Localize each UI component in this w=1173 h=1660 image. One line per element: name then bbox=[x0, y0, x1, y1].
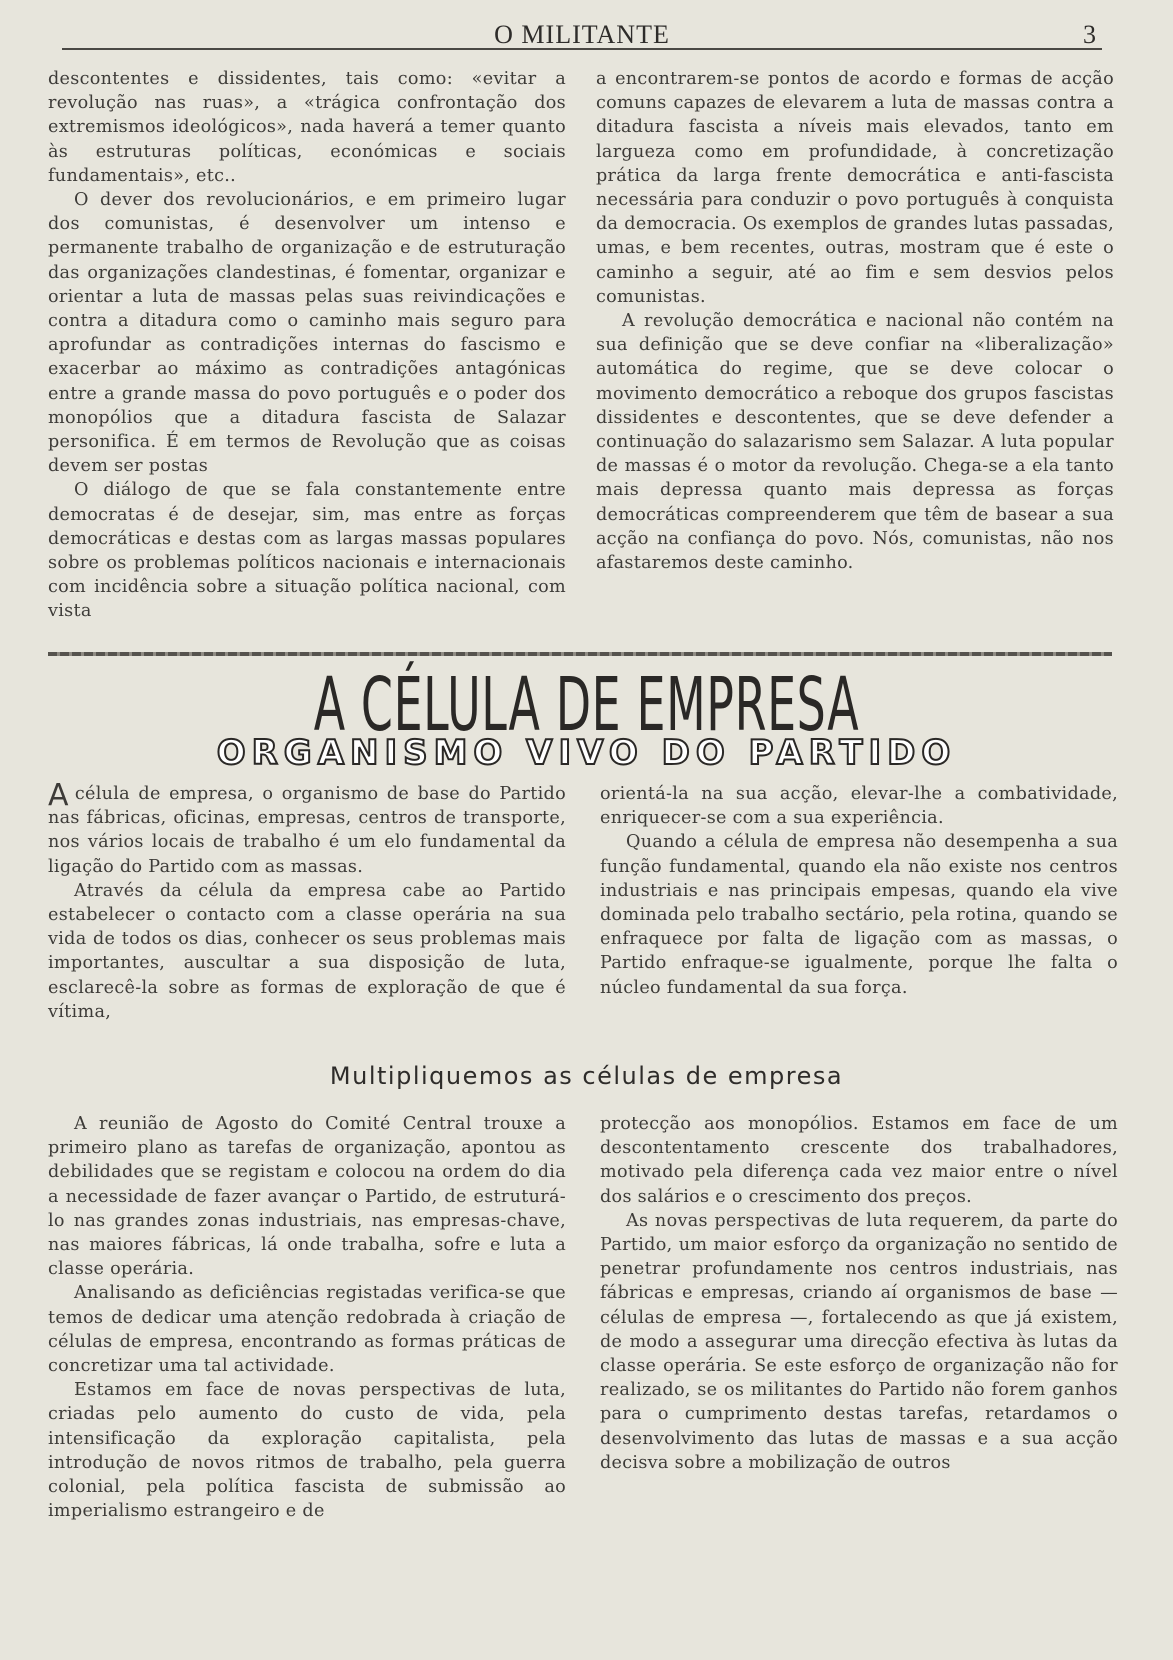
section-left-column bbox=[48, 1112, 566, 1523]
paragraph: a encontrarem-se pontos de acordo e formas de acção comuns capazes de elevarem a luta de massas contra a ditadura fascista a níveis mais elevados, tanto em largueza como em profundidade, à concretização prática da larga frente democrática e anti-fascista necessária para conduzir o povo português à conquista da democracia. Os exemplos de grandes lutas passadas, umas, e bem recentes, outras, mostram que é este o caminho a seguir, até ao fim e sem desvios pelos comunistas. bbox=[596, 69, 1114, 307]
paragraph: Quando a célula de empresa não desempenha a sua função fundamental, quando ela não existe nos centros industriais e nas principais empesas, quando ela vive dominada pelo trabalho sectário, pela rotina, quando se enfraquece por falta de ligação com as massas, o Partido enfraque-se igualmente, porque lhe falta o núcleo fundamental da sua força. bbox=[600, 832, 1118, 998]
paragraph: protecção aos monopólios. Estamos em face de um descontentamento crescente dos trabalhadores, motivado pela diferença cada vez maior entre o nível dos salários e o crescimento dos preços. bbox=[600, 1114, 1118, 1207]
paragraph: O diálogo de que se fala constantemente entre democratas é de desejar, sim, mas entre as forças democráticas e destas com as largas massas populares sobre os problemas políticos nacionais e internacionais com incidência sobre a situação política nacional, com vista bbox=[48, 480, 566, 622]
drop-cap: A bbox=[48, 778, 69, 813]
paragraph: A reunião de Agosto do Comité Central trouxe a primeiro plano as tarefas de organização, apontou as debilidades que se registam e colocou na ordem do dia a necessidade de fazer avançar o Partido, de estruturá-lo nas grandes zonas industriais, nas empresas-chave, nas maiores fábricas, lá onde trabalha, sofre e luta a classe operária. bbox=[48, 1114, 566, 1280]
paragraph: A revolução democrática e nacional não contém na sua definição que se deve confiar na «liberalização» automática do regime, que se deve colocar o movimento democrático a reboque dos grupos fascistas dissidentes e descontentes, que se deve defender a continuação do salazarismo sem Salazar. A luta popular de massas é o motor da revolução. Chega-se a ela tanto mais depressa quanto mais depressa as forças democráticas compreenderem que têm de basear a sua acção na confiança do povo. Nós, comunistas, não nos afastaremos deste caminho. bbox=[596, 311, 1114, 574]
paragraph bbox=[48, 778, 566, 879]
article-headline: A CÉLULA DE EMPRESA bbox=[313, 662, 860, 748]
article-left-column bbox=[48, 778, 566, 1024]
running-head bbox=[62, 18, 1102, 50]
paragraph: orientá-la na sua acção, elevar-lhe a combatividade, enriquecer-se com a sua experiência. bbox=[600, 784, 1118, 829]
paragraph: O dever dos revolucionários, e em primeiro lugar dos comunistas, é desenvolver um intenso e permanente trabalho de organização e de estruturação das organizações clandestinas, é fomentar, organizar e orientar a luta de massas pelas suas reivindicações e contra a ditadura como o caminho mais seguro para aprofundar as contradições internas do fascismo e exacerbar ao máximo as contradições antagónicas entre a grande massa do povo português e o poder dos monopólios que a ditadura fascista de Salazar personifica. É em termos de Revolução que as coisas devem ser postas bbox=[48, 190, 566, 477]
article-right-column bbox=[600, 782, 1118, 1000]
article-subheadline: ORGANISMO VIVO DO PARTIDO bbox=[216, 733, 957, 773]
top-right-column bbox=[596, 67, 1114, 575]
page-number: 3 bbox=[1083, 20, 1096, 49]
publication-title: O MILITANTE bbox=[494, 20, 670, 49]
paragraph: Através da célula da empresa cabe ao Partido estabelecer o contacto com a classe operária na sua vida de todos os dias, conhecer os seus problemas mais importantes, auscultar a sua disposição de luta, esclarecê-la sobre as formas de exploração de que é vítima, bbox=[48, 880, 566, 1022]
paragraph: descontentes e dissidentes, tais como: «evitar a revolução nas ruas», a «trágica confrontação dos extremismos ideológicos», nada haverá a temer quanto às estruturas políticas, económicas e sociais fundamentais», etc.. bbox=[48, 69, 566, 186]
top-left-column bbox=[48, 67, 566, 624]
paragraph-text: célula de empresa, o organismo de base do Partido nas fábricas, oficinas, empresas, centros de transporte, nos vários locais de trabalho é um elo fundamental da ligação do Partido com as massas. bbox=[48, 784, 566, 877]
section-divider bbox=[48, 652, 1112, 656]
paragraph: As novas perspectivas de luta requerem, da parte do Partido, um maior esforço da organização no sentido de penetrar profundamente nos centros industriais, nas fábricas e empresas, criando aí organismos de base — células de empresa —, fortalecendo as que já existem, de modo a assegurar uma direcção efectiva às lutas da classe operária. Se este esforço de organização não for realizado, se os militantes do Partido não forem ganhos para o cumprimento destas tarefas, retardamos o desenvolvimento das lutas de massas e a sua acção decisva sobre a mobilização de outros bbox=[600, 1210, 1118, 1473]
section-title: Multipliquemos as células de empresa bbox=[329, 1062, 844, 1090]
section-right-column bbox=[600, 1112, 1118, 1475]
paragraph: Analisando as deficiências registadas verifica-se que temos de dedicar uma atenção redobrada à criação de células de empresa, encontrando as formas práticas de concretizar uma tal actividade. bbox=[48, 1283, 566, 1377]
paragraph: Estamos em face de novas perspectivas de luta, criadas pelo aumento do custo de vida, pela intensificação da exploração capitalista, pela introdução de novos ritmos de trabalho, pela guerra colonial, pela política fascista de submissão ao imperialismo estrangeiro e de bbox=[48, 1380, 566, 1522]
